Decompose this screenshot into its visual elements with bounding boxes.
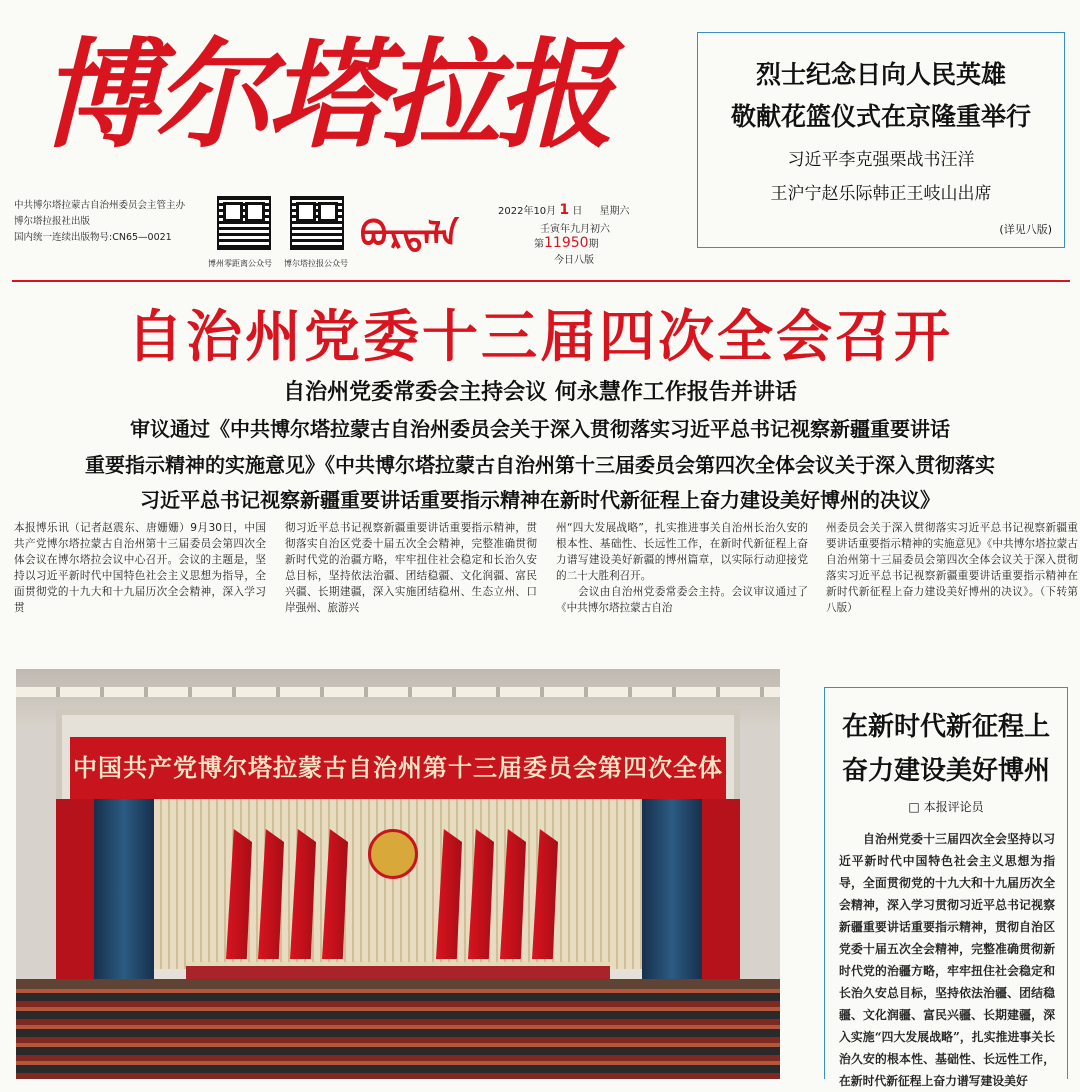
lead-deck: 重要指示精神的实施意见》《中共博尔塔拉蒙古自治州第十三届委员会第四次全体会议关于深入贯彻落实 [85,453,995,477]
article-column: 彻习近平总书记视察新疆重要讲话重要指示精神，贯彻落实自治区党委十届五次全会精神，完整准确贯彻新时代党的治疆方略，牢牢扭住社会稳定和长治久安总目标，坚持依法治疆、团结稳疆、文化润疆、富民兴疆、长期建疆，深入实施团结稳州、生态立州、口岸强州、旅游兴 [285,522,537,615]
meeting-banner: 中国共产党博尔塔拉蒙古自治州第十三届委员会第四次全体 [70,737,726,799]
issue-info [498,202,668,266]
commentary-title: 奋力建设美好博州 [841,756,1050,786]
issue-date: 2022年10月 [498,206,557,217]
blue-curtain [94,799,154,989]
issue-pages: 今日八版 [554,255,594,266]
divider [12,280,1070,282]
issue-weekday: 星期六 [599,206,630,217]
issue-lunar: 壬寅年九月初六 [540,224,610,235]
party-emblem-icon [368,829,418,879]
lead-headline[interactable]: 自治州党委十三届四次全会召开 [127,305,953,370]
top-story-title: 烈士纪念日向人民英雄 [755,60,1006,89]
commentary-box[interactable] [824,687,1068,1088]
top-story-title: 敬献花篮仪式在京隆重举行 [730,102,1031,131]
publisher-line: 国内统一连续出版物号:CN65—0021 [14,232,172,243]
top-story-ref: (详见八版) [999,223,1052,236]
article-column: 本报博乐讯（记者赵震东、唐姗姗）9月30日，中国共产党博尔塔拉蒙古自治州第十三届委员会第四次全体会议在博尔塔拉会议中心召开。会议的主题是，坚持以习近平新时代中国特色社会主义思想为指导，全面贯彻党的十九大和十九届历次全会精神，深入学习贯 [14,522,266,615]
top-story-subtitle: 习近平李克强栗战书汪洋 [787,150,975,170]
ceiling-lights [16,687,780,697]
mongolian-title: ᠪᠣᠷᠲᠠᠯᠠ [360,215,459,255]
audience [16,989,780,1079]
issue-suffix: 期 [588,239,599,250]
article-column: 州“四大发展战略”，扎实推进事关自治州长治久安的根本性、基础性、长远性工作，在新时代新征程上奋力谱写建设美好新疆的博州篇章，以实际行动迎接党的二十大胜利召开。 会议由自治州党委常委会主持。会议审议通过了《中共博尔塔拉蒙古自治 [556,522,808,615]
qr-label: 博州零距离公众号 [208,259,272,268]
issue-prefix: 第 [534,239,544,250]
commentary-body: 自治州党委十三届四次全会坚持以习近平新时代中国特色社会主义思想为指导，全面贯彻党的十九大和十九届历次全会精神，深入学习贯彻习近平总书记视察新疆重要讲话重要指示精神，贯彻自治区党委十届五次全会精神，完整准确贯彻新时代党的治疆方略，牢牢扭住社会稳定和长治久安总目标，坚持依法治疆、团结稳疆、文化润疆、富民兴疆、长期建疆，深入实施“四大发展战略”，扎实推进事关长治久安的根本性、基础性、长远性工作，在新时代新征程上奋力谱写建设美好 [839,832,1055,1088]
qr-label: 博尔塔拉报公众号 [284,259,348,268]
lead-deck: 习近平总书记视察新疆重要讲话重要指示精神在新时代新征程上奋力建设美好博州的决议》 [140,488,940,512]
lead-subhead: 自治州党委常委会主持会议 何永慧作工作报告并讲话 [283,380,797,405]
lead-deck: 审议通过《中共博尔塔拉蒙古自治州委员会关于深入贯彻落实习近平总书记视察新疆重要讲话 [130,417,950,441]
commentary-title: 在新时代新征程上 [841,712,1050,742]
commentary-byline: □ 本报评论员 [908,800,984,814]
blue-curtain [642,799,702,989]
publisher-info [14,198,214,246]
top-story-subtitle: 王沪宁赵乐际韩正王岐山出席 [770,184,992,204]
newspaper-masthead: 博尔塔拉报 [40,25,611,164]
publisher-line: 中共博尔塔拉蒙古自治州委员会主管主办 [14,200,186,211]
red-curtain [702,799,740,989]
issue-number: 11950 [544,235,589,251]
top-story-box[interactable] [697,32,1065,248]
publisher-line: 博尔塔拉报社出版 [14,216,91,227]
qr-code-icon[interactable] [290,196,344,250]
red-curtain [56,799,94,989]
issue-date-suffix: 日 [572,206,583,217]
conference-photo[interactable] [16,669,780,1079]
qr-code-icon[interactable] [217,196,271,250]
article-column: 州委员会关于深入贯彻落实习近平总书记视察新疆重要讲话重要指示精神的实施意见》《中共博尔塔拉蒙古自治州第十三届委员会第四次全体会议关于深入贯彻落实习近平总书记视察新疆重要讲话重要指示精神在新时代新征程上奋力建设美好博州的决议》。（下转第八版） [826,522,1078,615]
issue-day: 1 [559,202,570,218]
